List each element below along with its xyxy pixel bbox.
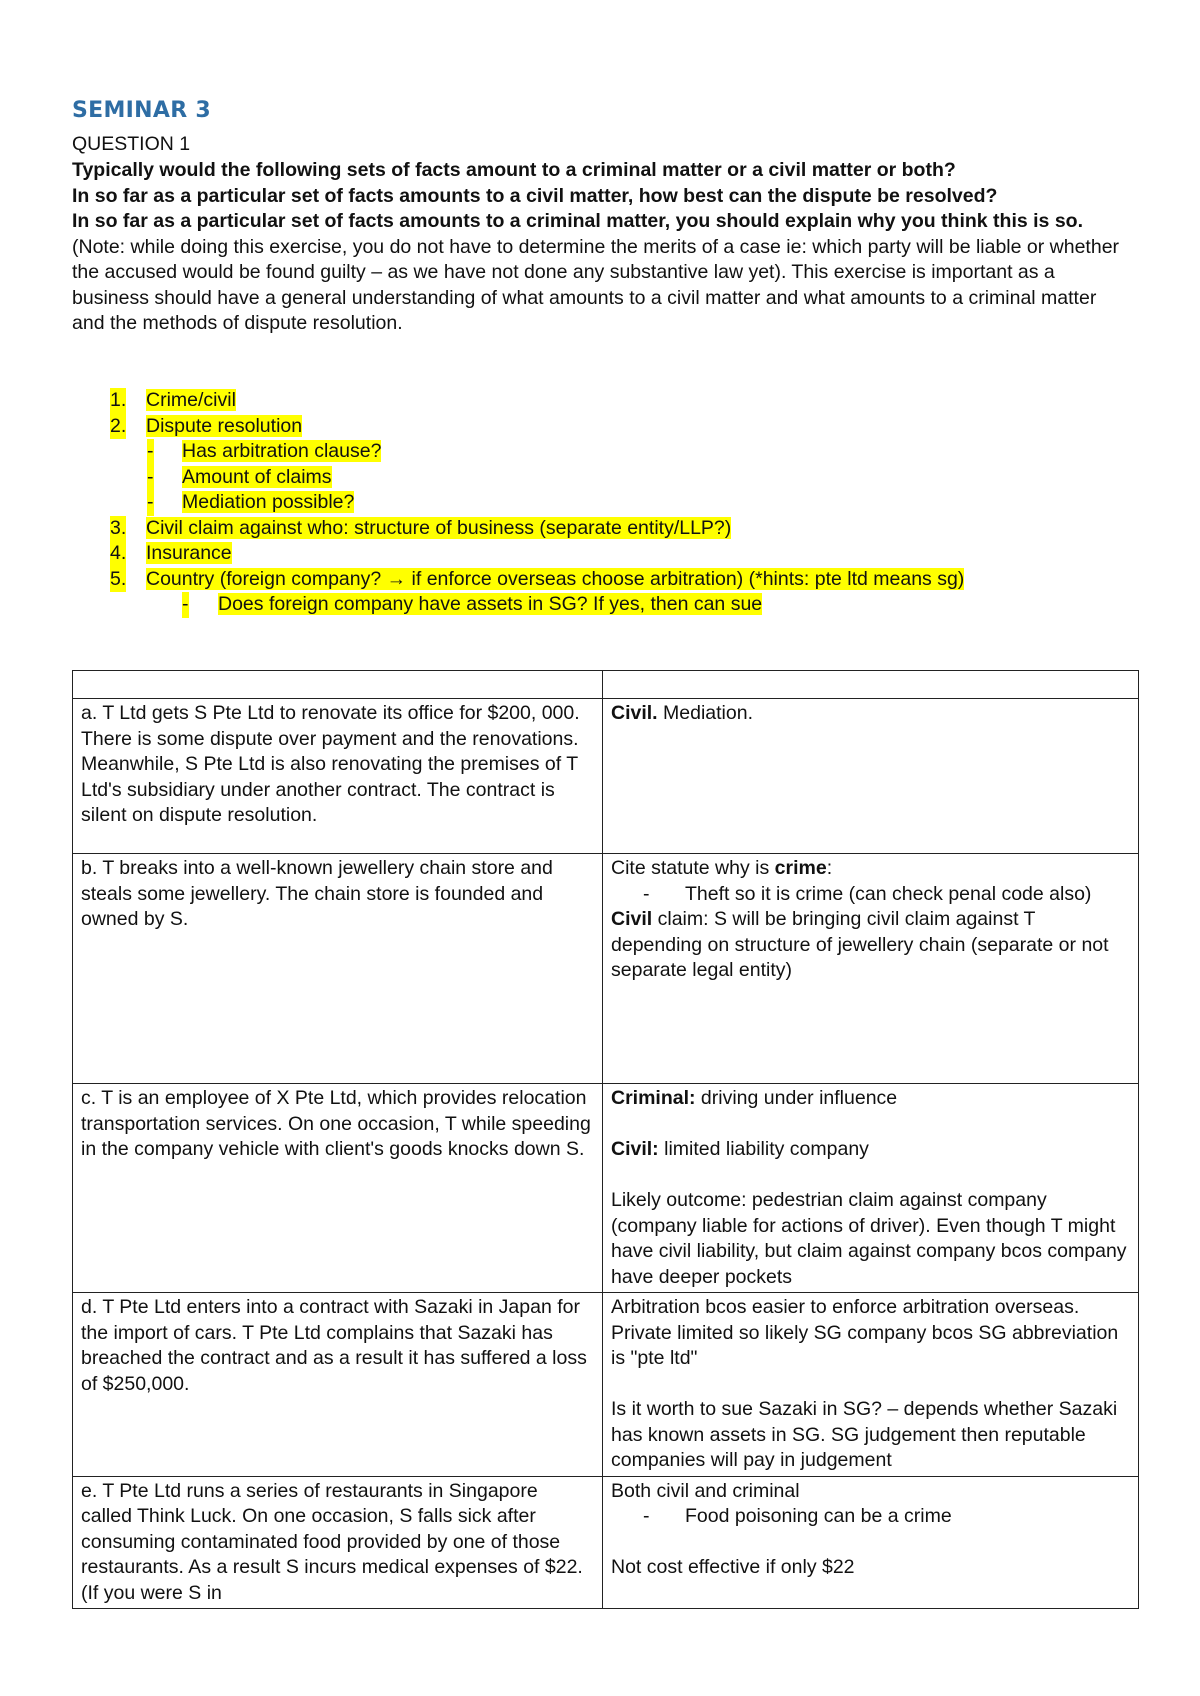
- table-row: [73, 1476, 1139, 1609]
- dash-item: - Food poisoning can be a crime: [643, 1505, 952, 1527]
- list-item: 5. Country (foreign company? → if enforce overseas choose arbitration) (*hints: pte ltd means sg): [72, 567, 964, 593]
- table-row: [73, 1293, 1139, 1477]
- sub-list-item: - Mediation possible?: [72, 490, 964, 516]
- facts-cell: b. T breaks into a well-known jewellery chain store and steals some jewellery. The chain store is founded and owned by S.: [73, 854, 603, 1084]
- answer-cell: Both civil and criminal - Food poisoning can be a crime Not cost effective if only $22: [603, 1476, 1139, 1609]
- answer-cell: Arbitration bcos easier to enforce arbitration overseas. Private limited so likely SG company bcos SG abbreviation is "pte ltd" Is it worth to sue Sazaki in SG? – depends whether Sazaki has known assets in SG. SG judgement then reputable companies will pay in judgement: [603, 1293, 1139, 1477]
- sub-list-item: - Does foreign company have assets in SG? If yes, then can sue: [72, 592, 964, 618]
- question-line-3: In so far as a particular set of facts amounts to a criminal matter, you should explain why you think this is so.: [72, 210, 1083, 232]
- question-label: QUESTION 1: [72, 133, 191, 155]
- facts-cell: a. T Ltd gets S Pte Ltd to renovate its office for $200, 000. There is some dispute over payment and the renovations. Meanwhile, S Pte Ltd is also renovating the premises of T Ltd's subsidiary under another contract. The contract is silent on dispute resolution.: [73, 699, 603, 854]
- question-line-2: In so far as a particular set of facts amounts to a civil matter, how best can the dispute be resolved?: [72, 184, 998, 207]
- facts-cell: e. T Pte Ltd runs a series of restaurants in Singapore called Think Luck. On one occasion, S falls sick after consuming contaminated food provided by one of those restaurants. As a result S incurs medical expenses of $22. (If you were S in: [73, 1476, 603, 1609]
- list-item: 3. Civil claim against who: structure of business (separate entity/LLP?): [72, 516, 964, 542]
- question-line-1: Typically would the following sets of facts amount to a criminal matter or a civil matter or both?: [72, 159, 956, 181]
- answer-cell: Civil. Mediation.: [603, 699, 1139, 854]
- sub-list-item: - Has arbitration clause?: [72, 439, 964, 465]
- table-row: [73, 699, 1139, 854]
- table-cell: [73, 671, 603, 699]
- question-intro: [72, 158, 1132, 337]
- question-note: (Note: while doing this exercise, you do not have to determine the merits of a case ie: which party will be liable or whether the accused would be found guilty – as we have not done any substantive law yet). This exercise is important as a business should have a general understanding of what amounts to a civil matter and what amounts to a criminal matter and the methods of dispute resolution.: [72, 235, 1120, 334]
- sub-list-item: - Amount of claims: [72, 465, 964, 491]
- list-item: 4. Insurance: [72, 541, 964, 567]
- cases-table: [72, 670, 1139, 1609]
- facts-cell: c. T is an employee of X Pte Ltd, which provides relocation transportation services. On one occasion, T while speeding in the company vehicle with client's goods knocks down S.: [73, 1084, 603, 1293]
- table-row: [73, 854, 1139, 1084]
- answer-cell: Cite statute why is crime: - Theft so it is crime (can check penal code also) Civil claim: S will be bringing civil claim against T depending on structure of jewellery chain (separate or not separate legal entity): [603, 854, 1139, 1084]
- table-row: [73, 1084, 1139, 1293]
- list-item: 1. Crime/civil: [72, 388, 964, 414]
- table-header-row: [73, 671, 1139, 699]
- table-cell: [603, 671, 1139, 699]
- answer-checklist: [72, 388, 964, 618]
- dash-item: - Theft so it is crime (can check penal code also): [643, 882, 1092, 905]
- page-title: SEMINAR 3: [72, 98, 211, 123]
- answer-cell: Criminal: driving under influence Civil: limited liability company Likely outcome: pedestrian claim against company (company liable for actions of driver). Even though T might have civil liability, but claim against company bcos company have deeper pockets: [603, 1084, 1139, 1293]
- list-item: 2. Dispute resolution: [72, 414, 964, 440]
- facts-cell: d. T Pte Ltd enters into a contract with Sazaki in Japan for the import of cars. T Pte Ltd complains that Sazaki has breached the contract and as a result it has suffered a loss of $250,000.: [73, 1293, 603, 1477]
